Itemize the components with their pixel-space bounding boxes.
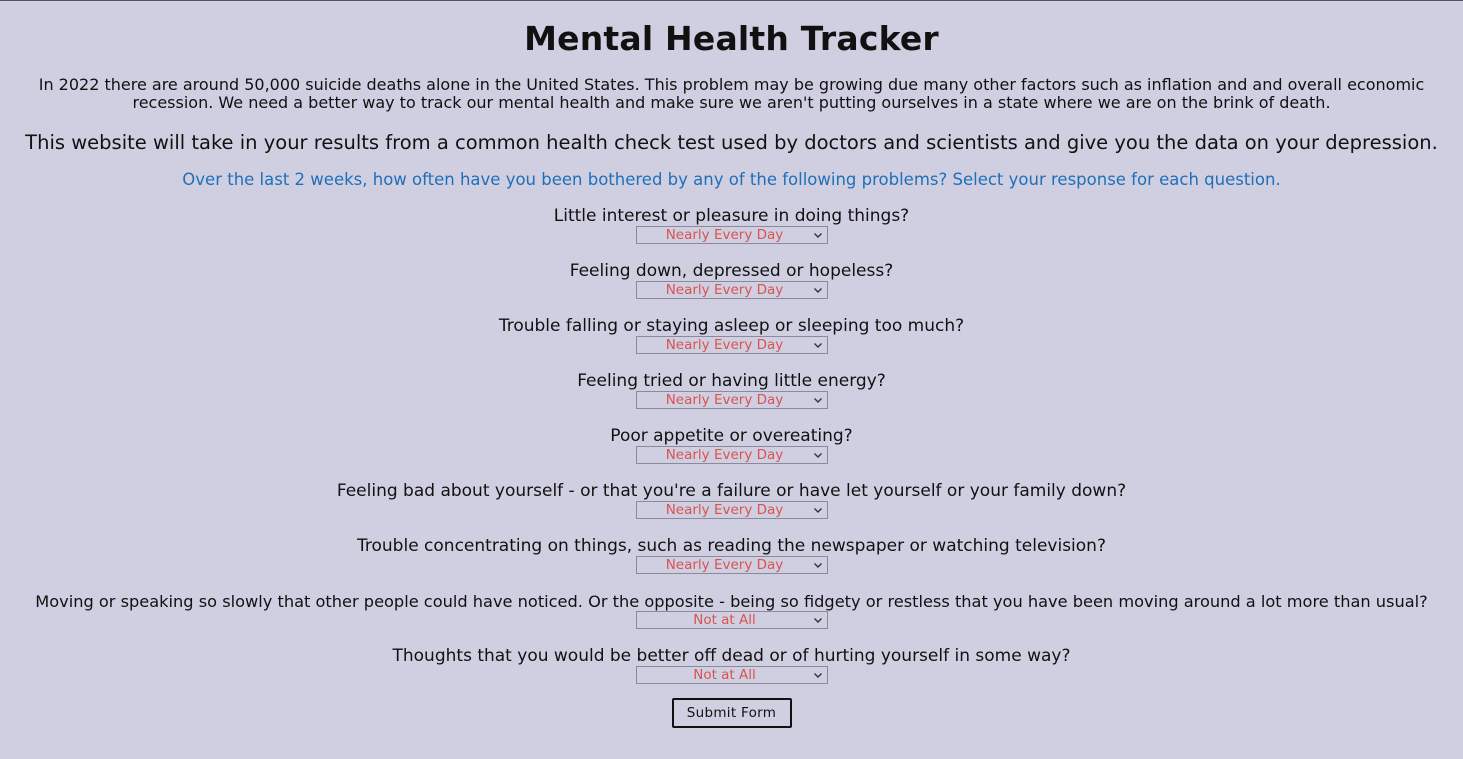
chevron-down-icon bbox=[813, 395, 823, 405]
question-5 bbox=[0, 427, 1463, 482]
question-6-select[interactable] bbox=[636, 501, 828, 519]
question-3-select[interactable] bbox=[636, 336, 828, 354]
question-3 bbox=[0, 317, 1463, 372]
question-8 bbox=[0, 592, 1463, 647]
selected-value: Nearly Every Day bbox=[665, 502, 784, 518]
question-1-select[interactable] bbox=[636, 226, 828, 244]
question-1 bbox=[0, 207, 1463, 262]
chevron-down-icon bbox=[813, 670, 823, 680]
question-label: Feeling tried or having little energy? bbox=[577, 371, 886, 391]
chevron-down-icon bbox=[813, 285, 823, 295]
question-label: Feeling bad about yourself - or that you're a failure or have let yourself or your family down? bbox=[336, 481, 1127, 501]
question-8-select[interactable] bbox=[636, 611, 828, 629]
selected-value: Nearly Every Day bbox=[665, 557, 784, 573]
chevron-down-icon bbox=[813, 505, 823, 515]
instruction-text: Over the last 2 weeks, how often have you been bothered by any of the following problems? Select your response for each question. bbox=[182, 170, 1281, 189]
selected-value: Nearly Every Day bbox=[665, 337, 784, 353]
selected-value: Not at All bbox=[693, 667, 756, 683]
chevron-down-icon bbox=[813, 615, 823, 625]
selected-value: Nearly Every Day bbox=[665, 392, 784, 408]
question-label: Thoughts that you would be better off dead or of hurting yourself in some way? bbox=[392, 646, 1071, 666]
question-label: Trouble concentrating on things, such as reading the newspaper or watching television? bbox=[357, 536, 1106, 556]
page-title: Mental Health Tracker bbox=[524, 19, 939, 58]
chevron-down-icon bbox=[813, 560, 823, 570]
question-4-select[interactable] bbox=[636, 391, 828, 409]
question-label: Little interest or pleasure in doing things? bbox=[553, 206, 910, 226]
question-9-select[interactable] bbox=[636, 666, 828, 684]
question-4 bbox=[0, 372, 1463, 427]
lead-paragraph: This website will take in your results from a common health check test used by doctors and scientists and give you the data on your depression. bbox=[25, 131, 1438, 154]
chevron-down-icon bbox=[813, 340, 823, 350]
chevron-down-icon bbox=[813, 450, 823, 460]
question-label: Feeling down, depressed or hopeless? bbox=[569, 261, 894, 281]
question-label: Trouble falling or staying asleep or sleeping too much? bbox=[498, 316, 965, 336]
questionnaire-form bbox=[0, 207, 1463, 728]
question-9 bbox=[0, 647, 1463, 702]
selected-value: Nearly Every Day bbox=[665, 447, 784, 463]
chevron-down-icon bbox=[813, 230, 823, 240]
question-2-select[interactable] bbox=[636, 281, 828, 299]
question-7 bbox=[0, 537, 1463, 592]
selected-value: Not at All bbox=[693, 612, 756, 628]
intro-paragraph: In 2022 there are around 50,000 suicide deaths alone in the United States. This problem may be growing due many other factors such as inflation and and overall economic recession. We need a better way to track our mental health and make sure we aren't putting ourselves in a state where we are on the brink of death. bbox=[38, 75, 1425, 112]
selected-value: Nearly Every Day bbox=[665, 227, 784, 243]
question-label: Moving or speaking so slowly that other people could have noticed. Or the opposite - being so fidgety or restless that you have been moving around a lot more than usual? bbox=[35, 592, 1428, 611]
question-2 bbox=[0, 262, 1463, 317]
submit-form-button[interactable]: Submit Form bbox=[672, 698, 792, 728]
question-label: Poor appetite or overeating? bbox=[610, 426, 853, 446]
question-5-select[interactable] bbox=[636, 446, 828, 464]
question-6 bbox=[0, 482, 1463, 537]
selected-value: Nearly Every Day bbox=[665, 282, 784, 298]
question-7-select[interactable] bbox=[636, 556, 828, 574]
tracker-page bbox=[0, 1, 1463, 759]
